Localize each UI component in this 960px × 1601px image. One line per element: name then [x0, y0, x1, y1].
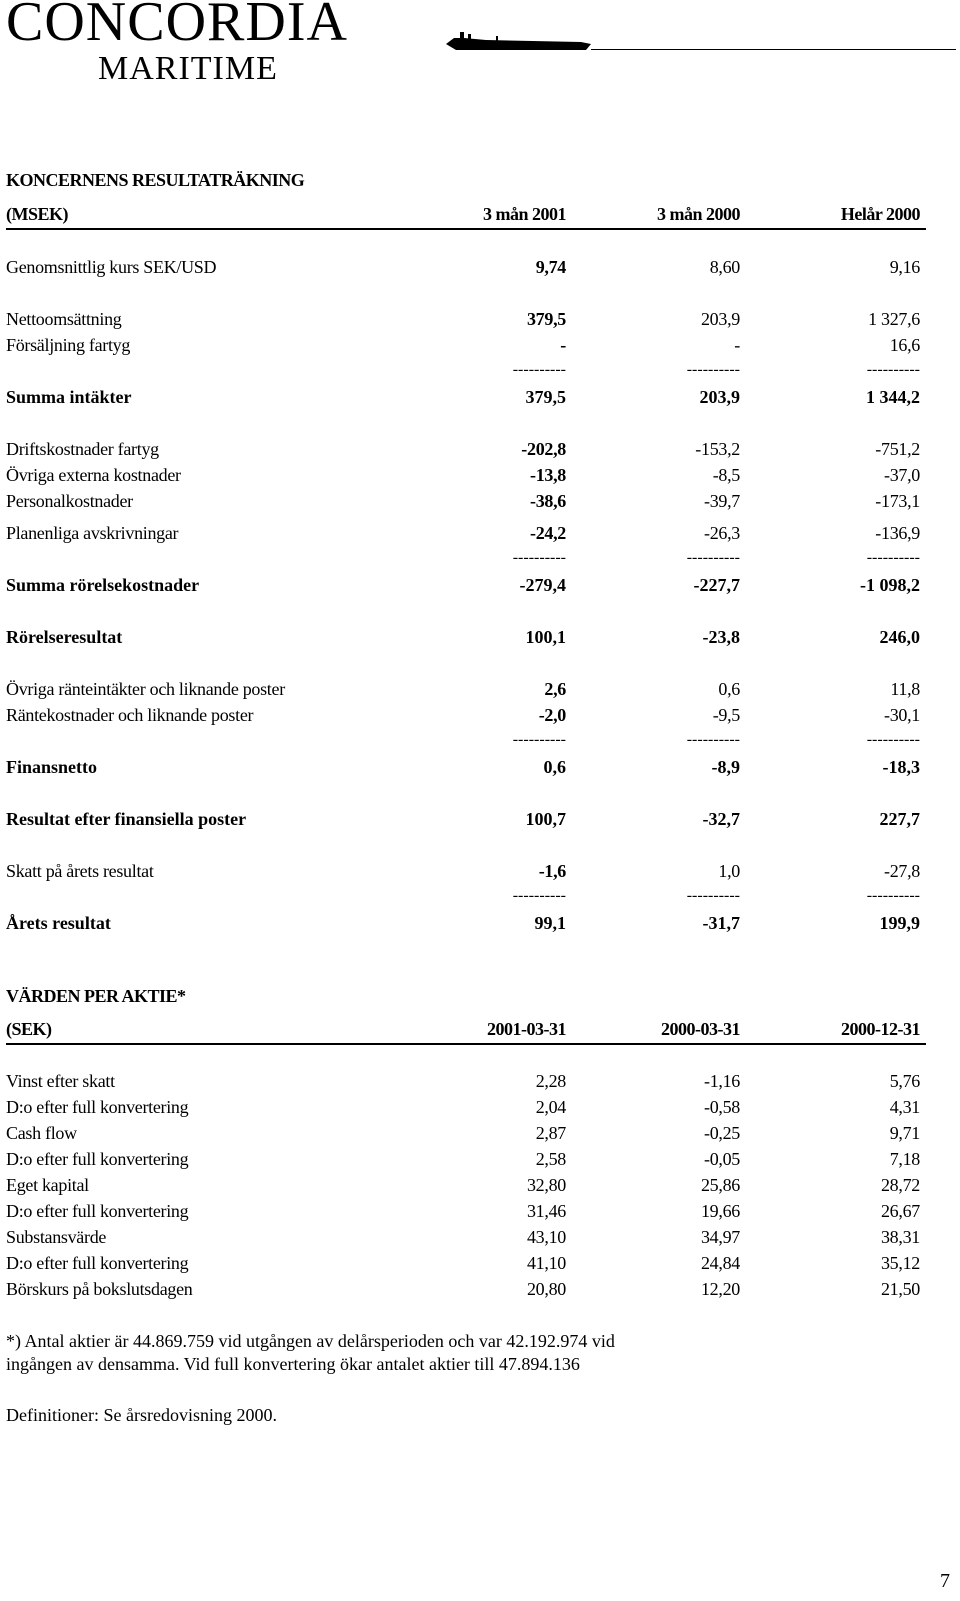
income-row-label: Summa intäkter — [6, 387, 132, 407]
income-row — [6, 913, 926, 935]
income-row-value: 8,60 — [709, 257, 740, 277]
income-row-label: Övriga ränteintäkter och liknande poster — [6, 679, 285, 699]
income-row-label: Rörelseresultat — [6, 627, 123, 647]
definitions-note: Definitioner: Se årsredovisning 2000. — [6, 1405, 277, 1425]
income-row — [6, 335, 926, 357]
pershare-row-value: 2,28 — [535, 1071, 566, 1091]
pershare-col-1-header: 2001-03-31 — [487, 1019, 566, 1039]
income-row-value: -8,9 — [711, 757, 740, 777]
separator-dashes: ---------- — [512, 887, 566, 904]
income-row-value: 227,7 — [879, 809, 920, 829]
income-row-value: -227,7 — [693, 575, 740, 595]
income-row-value: -30,1 — [884, 705, 920, 725]
income-row-value: 246,0 — [879, 627, 920, 647]
income-row — [6, 439, 926, 461]
pershare-col-3-header: 2000-12-31 — [841, 1019, 920, 1039]
income-row-value: 1,0 — [718, 861, 740, 881]
income-row-value: - — [734, 335, 740, 355]
subtotal-separator — [6, 361, 926, 383]
income-row-value: -37,0 — [884, 465, 920, 485]
pershare-row — [6, 1279, 926, 1301]
income-col-1-header: 3 mån 2001 — [482, 204, 566, 224]
pershare-row-label: Substansvärde — [6, 1227, 107, 1247]
pershare-row-value: -0,05 — [704, 1149, 740, 1169]
income-row-value: 100,1 — [525, 627, 566, 647]
pershare-row — [6, 1227, 926, 1249]
income-row-label: Driftskostnader fartyg — [6, 439, 159, 459]
income-unit: (MSEK) — [6, 204, 68, 224]
pershare-row-value: 21,50 — [880, 1279, 920, 1299]
pershare-row-label: D:o efter full konvertering — [6, 1201, 189, 1221]
income-row-value: 2,6 — [544, 679, 566, 699]
pershare-row-value: 24,84 — [700, 1253, 740, 1273]
income-row — [6, 627, 926, 649]
separator-dashes: ---------- — [512, 731, 566, 748]
income-row-value: -24,2 — [530, 523, 566, 543]
income-col-2-header: 3 mån 2000 — [656, 204, 740, 224]
pershare-row — [6, 1149, 926, 1171]
pershare-row-value: 35,12 — [880, 1253, 920, 1273]
income-row-value: -13,8 — [530, 465, 566, 485]
income-row-value: -202,8 — [521, 439, 566, 459]
pershare-row-label: D:o efter full konvertering — [6, 1253, 189, 1273]
income-row-value: 199,9 — [879, 913, 920, 933]
pershare-header-rule — [6, 1043, 926, 1045]
separator-dashes: ---------- — [866, 887, 920, 904]
pershare-col-2-header: 2000-03-31 — [661, 1019, 740, 1039]
income-row-label: Övriga externa kostnader — [6, 465, 181, 485]
income-row — [6, 465, 926, 487]
pershare-row-value: 9,71 — [889, 1123, 920, 1143]
pershare-row-value: 12,20 — [700, 1279, 740, 1299]
income-row-value: 9,16 — [889, 257, 920, 277]
separator-dashes: ---------- — [512, 361, 566, 378]
income-row — [6, 523, 926, 545]
pershare-row — [6, 1071, 926, 1093]
income-row-value: -1,6 — [538, 861, 566, 881]
income-row-value: -751,2 — [875, 439, 920, 459]
income-row-value: 9,74 — [535, 257, 566, 277]
pershare-row-value: 7,18 — [889, 1149, 920, 1169]
subtotal-separator — [6, 731, 926, 753]
separator-dashes: ---------- — [866, 731, 920, 748]
income-row-value: -31,7 — [702, 913, 740, 933]
income-row-value: -9,5 — [712, 705, 740, 725]
income-row-label: Skatt på årets resultat — [6, 861, 154, 881]
pershare-row-value: 32,80 — [526, 1175, 566, 1195]
footnote-line-1: *) Antal aktier är 44.869.759 vid utgången av delårsperioden och var 42.192.974 vid — [6, 1331, 615, 1351]
income-row-label: Planenliga avskrivningar — [6, 523, 179, 543]
subtotal-separator — [6, 887, 926, 909]
separator-dashes: ---------- — [686, 887, 740, 904]
income-row-label: Årets resultat — [6, 913, 111, 933]
income-row-value: -8,5 — [712, 465, 740, 485]
income-row-value: -38,6 — [530, 491, 566, 511]
pershare-row-value: 20,80 — [526, 1279, 566, 1299]
income-row-value: -279,4 — [519, 575, 566, 595]
income-row-value: -32,7 — [702, 809, 740, 829]
income-row-value: -153,2 — [695, 439, 740, 459]
logo-wordmark: CONCORDIA — [6, 0, 348, 53]
pershare-row-value: 4,31 — [889, 1097, 920, 1117]
income-row-value: -23,8 — [702, 627, 740, 647]
income-row-label: Finansnetto — [6, 757, 98, 777]
pershare-row-value: 19,66 — [700, 1201, 740, 1221]
logo-subtitle: MARITIME — [98, 50, 278, 87]
income-row-value: 203,9 — [699, 387, 740, 407]
pershare-row-value: 28,72 — [880, 1175, 920, 1195]
income-row-label: Nettoomsättning — [6, 309, 122, 329]
income-row-value: 0,6 — [718, 679, 740, 699]
income-row-value: 0,6 — [543, 757, 566, 777]
income-row-value: 1 344,2 — [866, 387, 920, 407]
pershare-row-label: Eget kapital — [6, 1175, 89, 1195]
income-row-value: -26,3 — [704, 523, 740, 543]
income-row-value: -39,7 — [704, 491, 740, 511]
separator-dashes: ---------- — [686, 731, 740, 748]
pershare-row-value: 2,87 — [535, 1123, 566, 1143]
income-row-value: -1 098,2 — [860, 575, 920, 595]
income-col-3-header: Helår 2000 — [840, 204, 920, 224]
pershare-row — [6, 1253, 926, 1275]
pershare-row-value: 34,97 — [700, 1227, 740, 1247]
pershare-row-value: 31,46 — [526, 1201, 566, 1221]
income-row-value: -27,8 — [884, 861, 920, 881]
logo-rule — [591, 49, 956, 50]
income-row-value: 100,7 — [525, 809, 566, 829]
pershare-row-label: Börskurs på bokslutsdagen — [6, 1279, 193, 1299]
income-row-label: Genomsnittlig kurs SEK/USD — [6, 257, 217, 277]
pershare-row-value: 25,86 — [700, 1175, 740, 1195]
pershare-row-value: -0,25 — [704, 1123, 740, 1143]
income-row-label: Personalkostnader — [6, 491, 133, 511]
income-row-value: -173,1 — [875, 491, 920, 511]
income-row-value: -136,9 — [875, 523, 920, 543]
income-row — [6, 257, 926, 279]
pershare-row-value: 43,10 — [526, 1227, 566, 1247]
income-row — [6, 705, 926, 727]
income-row-label: Försäljning fartyg — [6, 335, 131, 355]
income-row-value: 379,5 — [525, 387, 566, 407]
pershare-unit: (SEK) — [6, 1019, 52, 1039]
income-row — [6, 679, 926, 701]
pershare-row-value: 26,67 — [880, 1201, 920, 1221]
income-header-row — [6, 204, 926, 226]
company-logo — [6, 0, 956, 92]
income-row — [6, 575, 926, 597]
pershare-row-value: 41,10 — [526, 1253, 566, 1273]
separator-dashes: ---------- — [866, 549, 920, 566]
income-row-value: 99,1 — [534, 913, 566, 933]
pershare-row-value: 2,04 — [535, 1097, 566, 1117]
pershare-row — [6, 1201, 926, 1223]
income-row-value: -2,0 — [538, 705, 566, 725]
income-row — [6, 809, 926, 831]
separator-dashes: ---------- — [686, 361, 740, 378]
income-header-rule — [6, 228, 926, 230]
separator-dashes: ---------- — [512, 549, 566, 566]
income-row — [6, 309, 926, 331]
pershare-row-label: D:o efter full konvertering — [6, 1149, 189, 1169]
pershare-row-value: -1,16 — [704, 1071, 740, 1091]
income-row-label: Räntekostnader och liknande poster — [6, 705, 254, 725]
page-number: 7 — [940, 1570, 950, 1592]
pershare-row-value: 2,58 — [535, 1149, 566, 1169]
separator-dashes: ---------- — [686, 549, 740, 566]
pershare-row-label: Cash flow — [6, 1123, 77, 1143]
income-row — [6, 861, 926, 883]
income-row-value: 203,9 — [700, 309, 740, 329]
income-row-value: -18,3 — [882, 757, 920, 777]
income-row-value: 11,8 — [890, 679, 920, 699]
pershare-title: VÄRDEN PER AKTIE* — [6, 986, 186, 1006]
income-row-value: 379,5 — [526, 309, 566, 329]
footnote-line-2: ingången av densamma. Vid full konvertering ökar antalet aktier till 47.894.136 — [6, 1354, 580, 1374]
income-row — [6, 387, 926, 409]
pershare-row-label: Vinst efter skatt — [6, 1071, 115, 1091]
income-row-value: 1 327,6 — [868, 309, 920, 329]
income-row-value: 16,6 — [889, 335, 920, 355]
income-row — [6, 757, 926, 779]
pershare-row — [6, 1123, 926, 1145]
pershare-row-value: -0,58 — [704, 1097, 740, 1117]
pershare-row — [6, 1097, 926, 1119]
pershare-row-value: 5,76 — [889, 1071, 920, 1091]
pershare-row-value: 38,31 — [880, 1227, 920, 1247]
pershare-row-label: D:o efter full konvertering — [6, 1097, 189, 1117]
income-row — [6, 491, 926, 513]
ship-icon — [446, 28, 596, 54]
pershare-row — [6, 1175, 926, 1197]
separator-dashes: ---------- — [866, 361, 920, 378]
income-title: KONCERNENS RESULTATRÄKNING — [6, 170, 305, 190]
income-row-value: - — [560, 335, 566, 355]
income-row-label: Resultat efter finansiella poster — [6, 809, 247, 829]
subtotal-separator — [6, 549, 926, 571]
income-row-label: Summa rörelsekostnader — [6, 575, 200, 595]
pershare-header-row — [6, 1019, 926, 1041]
